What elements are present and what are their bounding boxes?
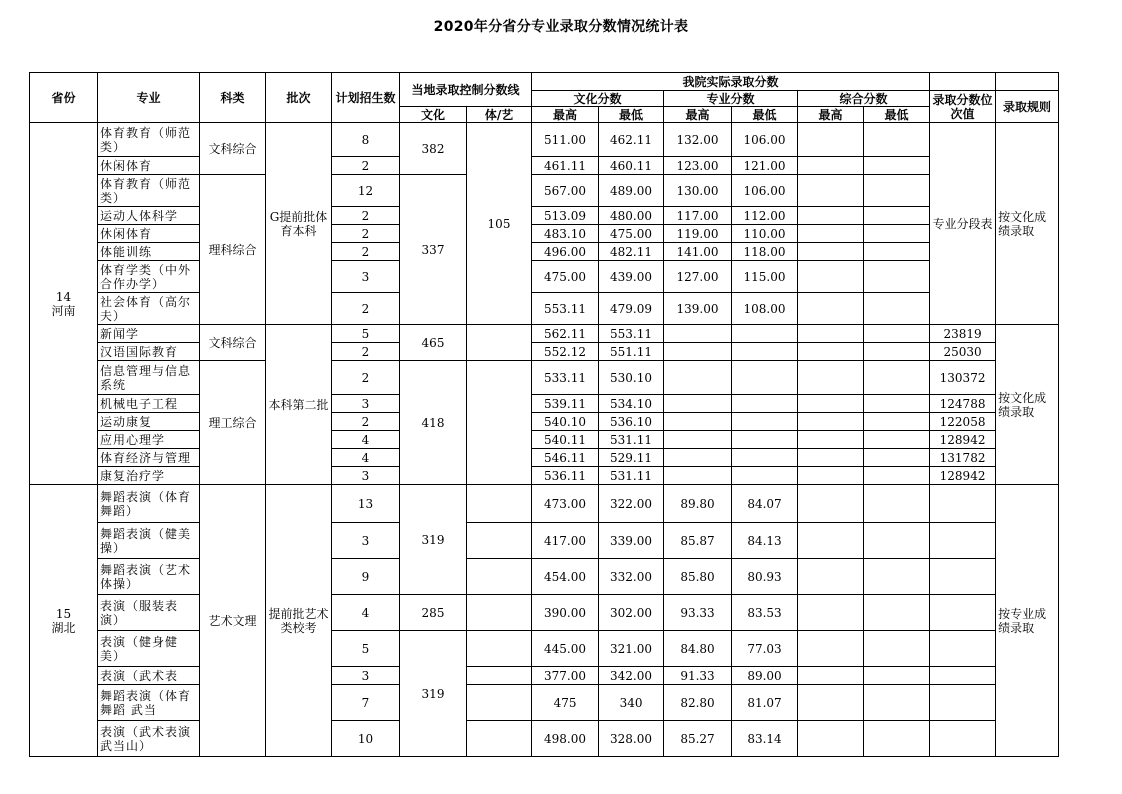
header-rule: 录取规则 xyxy=(996,91,1059,123)
culture-lowest: 439.00 xyxy=(599,261,664,293)
header-actual: 我院实际录取分数 xyxy=(532,73,930,91)
combined-highest xyxy=(798,449,864,467)
table-row xyxy=(30,225,1059,243)
combined-lowest xyxy=(864,467,930,485)
major-cell: 体育学类（中外合作办学） xyxy=(98,261,200,293)
specialty-highest xyxy=(664,325,732,343)
specialty-highest: 127.00 xyxy=(664,261,732,293)
table-row xyxy=(30,343,1059,361)
category-cell: 理工综合 xyxy=(200,361,266,485)
header-combined-highest: 最高 xyxy=(798,107,864,123)
table-row xyxy=(30,667,1059,685)
page-title: 2020年分省分专业录取分数情况统计表 xyxy=(433,19,689,35)
specialty-highest: 89.80 xyxy=(664,485,732,523)
culture-highest: 567.00 xyxy=(532,175,599,207)
specialty-highest: 141.00 xyxy=(664,243,732,261)
specialty-lowest xyxy=(732,343,798,361)
header-rank-top xyxy=(930,73,996,91)
combined-lowest xyxy=(864,225,930,243)
culture-lowest: 553.11 xyxy=(599,325,664,343)
local-sport-line xyxy=(467,631,532,667)
rank-cell xyxy=(930,485,996,523)
plan-cell: 2 xyxy=(332,361,400,395)
combined-highest xyxy=(798,559,864,595)
local-culture-line: 319 xyxy=(400,631,467,757)
specialty-highest: 117.00 xyxy=(664,207,732,225)
major-cell: 汉语国际教育 xyxy=(98,343,200,361)
culture-highest: 417.00 xyxy=(532,523,599,559)
combined-lowest xyxy=(864,293,930,325)
culture-highest: 377.00 xyxy=(532,667,599,685)
admission-score-table xyxy=(29,72,1059,757)
local-culture-line: 382 xyxy=(400,123,467,175)
rank-cell xyxy=(930,721,996,757)
major-cell: 舞蹈表演（艺术体操） xyxy=(98,559,200,595)
culture-lowest: 475.00 xyxy=(599,225,664,243)
plan-cell: 2 xyxy=(332,157,400,175)
specialty-lowest xyxy=(732,361,798,395)
category-cell: 文科综合 xyxy=(200,123,266,175)
header-row-1 xyxy=(30,73,1059,91)
major-cell: 舞蹈表演（体育舞蹈 武当 xyxy=(98,685,200,721)
header-specialty-lowest: 最低 xyxy=(732,107,798,123)
combined-highest xyxy=(798,413,864,431)
combined-lowest xyxy=(864,207,930,225)
table-row xyxy=(30,595,1059,631)
plan-cell: 10 xyxy=(332,721,400,757)
plan-cell: 7 xyxy=(332,685,400,721)
specialty-lowest: 84.07 xyxy=(732,485,798,523)
specialty-highest xyxy=(664,449,732,467)
culture-lowest: 530.10 xyxy=(599,361,664,395)
culture-highest: 540.11 xyxy=(532,431,599,449)
rank-cell: 专业分段表 xyxy=(930,123,996,325)
combined-lowest xyxy=(864,431,930,449)
combined-highest xyxy=(798,175,864,207)
major-cell: 表演（武术表演 武当山） xyxy=(98,721,200,757)
header-rank: 录取分数位次值 xyxy=(930,91,996,123)
specialty-lowest: 110.00 xyxy=(732,225,798,243)
combined-lowest xyxy=(864,595,930,631)
local-sport-line xyxy=(467,485,532,523)
header-local-sport: 体/艺 xyxy=(467,107,532,123)
combined-lowest xyxy=(864,325,930,343)
specialty-lowest: 89.00 xyxy=(732,667,798,685)
rank-cell xyxy=(930,667,996,685)
local-sport-line: 105 xyxy=(467,123,532,325)
combined-lowest xyxy=(864,685,930,721)
province-hubei: 15 湖北 xyxy=(30,485,98,757)
local-culture-line: 337 xyxy=(400,175,467,325)
combined-lowest xyxy=(864,631,930,667)
specialty-lowest: 84.13 xyxy=(732,523,798,559)
specialty-lowest: 112.00 xyxy=(732,207,798,225)
culture-lowest: 482.11 xyxy=(599,243,664,261)
combined-highest xyxy=(798,325,864,343)
local-sport-line xyxy=(467,595,532,631)
combined-highest xyxy=(798,721,864,757)
culture-highest: 498.00 xyxy=(532,721,599,757)
table-row xyxy=(30,431,1059,449)
combined-highest xyxy=(798,343,864,361)
culture-lowest: 342.00 xyxy=(599,667,664,685)
combined-lowest xyxy=(864,449,930,467)
specialty-highest xyxy=(664,361,732,395)
table-row xyxy=(30,395,1059,413)
rank-cell: 130372 xyxy=(930,361,996,395)
combined-highest xyxy=(798,523,864,559)
combined-highest xyxy=(798,431,864,449)
specialty-lowest xyxy=(732,431,798,449)
category-cell: 艺术文理 xyxy=(200,485,266,757)
specialty-highest xyxy=(664,413,732,431)
header-culture-highest: 最高 xyxy=(532,107,599,123)
major-cell: 表演（健身健美） xyxy=(98,631,200,667)
specialty-lowest xyxy=(732,413,798,431)
table-row xyxy=(30,559,1059,595)
culture-highest: 513.09 xyxy=(532,207,599,225)
plan-cell: 2 xyxy=(332,243,400,261)
culture-lowest: 460.11 xyxy=(599,157,664,175)
plan-cell: 3 xyxy=(332,395,400,413)
combined-highest xyxy=(798,395,864,413)
specialty-lowest: 106.00 xyxy=(732,123,798,157)
header-specialty-highest: 最高 xyxy=(664,107,732,123)
combined-lowest xyxy=(864,157,930,175)
specialty-highest xyxy=(664,343,732,361)
plan-cell: 5 xyxy=(332,325,400,343)
combined-highest xyxy=(798,157,864,175)
combined-lowest xyxy=(864,361,930,395)
major-cell: 体育教育（师范类） xyxy=(98,123,200,157)
rank-cell xyxy=(930,685,996,721)
culture-lowest: 529.11 xyxy=(599,449,664,467)
culture-highest: 533.11 xyxy=(532,361,599,395)
specialty-highest xyxy=(664,395,732,413)
table-row xyxy=(30,361,1059,395)
culture-highest: 546.11 xyxy=(532,449,599,467)
plan-cell: 3 xyxy=(332,523,400,559)
local-culture-line: 285 xyxy=(400,595,467,631)
category-cell: 理科综合 xyxy=(200,175,266,325)
culture-lowest: 531.11 xyxy=(599,467,664,485)
combined-lowest xyxy=(864,395,930,413)
culture-lowest: 332.00 xyxy=(599,559,664,595)
major-cell: 运动人体科学 xyxy=(98,207,200,225)
combined-lowest xyxy=(864,667,930,685)
specialty-lowest: 106.00 xyxy=(732,175,798,207)
combined-highest xyxy=(798,123,864,157)
combined-highest xyxy=(798,667,864,685)
combined-lowest xyxy=(864,175,930,207)
header-major: 专业 xyxy=(98,73,200,123)
specialty-highest: 85.27 xyxy=(664,721,732,757)
combined-lowest xyxy=(864,413,930,431)
specialty-lowest: 81.07 xyxy=(732,685,798,721)
header-rule-top xyxy=(996,73,1059,91)
specialty-highest: 119.00 xyxy=(664,225,732,243)
local-culture-line: 418 xyxy=(400,361,467,485)
combined-lowest xyxy=(864,261,930,293)
header-combined-score: 综合分数 xyxy=(798,91,930,107)
major-cell: 休闲体育 xyxy=(98,225,200,243)
culture-lowest: 479.09 xyxy=(599,293,664,325)
table-row xyxy=(30,123,1059,157)
culture-highest: 553.11 xyxy=(532,293,599,325)
specialty-highest: 139.00 xyxy=(664,293,732,325)
header-batch: 批次 xyxy=(266,73,332,123)
culture-lowest: 531.11 xyxy=(599,431,664,449)
culture-highest: 539.11 xyxy=(532,395,599,413)
specialty-lowest: 118.00 xyxy=(732,243,798,261)
rule-cell: 按文化成绩录取 xyxy=(996,123,1059,325)
plan-cell: 2 xyxy=(332,293,400,325)
major-cell: 表演（武术表 xyxy=(98,667,200,685)
specialty-highest: 85.80 xyxy=(664,559,732,595)
plan-cell: 13 xyxy=(332,485,400,523)
culture-highest: 454.00 xyxy=(532,559,599,595)
local-culture-line: 465 xyxy=(400,325,467,361)
plan-cell: 2 xyxy=(332,207,400,225)
local-sport-line xyxy=(467,685,532,721)
plan-cell: 2 xyxy=(332,343,400,361)
header-culture-score: 文化分数 xyxy=(532,91,664,107)
major-cell: 应用心理学 xyxy=(98,431,200,449)
culture-lowest: 489.00 xyxy=(599,175,664,207)
combined-highest xyxy=(798,361,864,395)
plan-cell: 3 xyxy=(332,261,400,293)
culture-lowest: 339.00 xyxy=(599,523,664,559)
header-category: 科类 xyxy=(200,73,266,123)
local-sport-line xyxy=(467,361,532,485)
table-row xyxy=(30,261,1059,293)
culture-lowest: 302.00 xyxy=(599,595,664,631)
culture-highest: 461.11 xyxy=(532,157,599,175)
culture-highest: 390.00 xyxy=(532,595,599,631)
culture-lowest: 340 xyxy=(599,685,664,721)
culture-highest: 540.10 xyxy=(532,413,599,431)
culture-lowest: 536.10 xyxy=(599,413,664,431)
specialty-lowest: 80.93 xyxy=(732,559,798,595)
plan-cell: 3 xyxy=(332,467,400,485)
local-sport-line xyxy=(467,721,532,757)
plan-cell: 4 xyxy=(332,449,400,467)
major-cell: 康复治疗学 xyxy=(98,467,200,485)
major-cell: 休闲体育 xyxy=(98,157,200,175)
specialty-lowest: 108.00 xyxy=(732,293,798,325)
culture-highest: 483.10 xyxy=(532,225,599,243)
rank-cell xyxy=(930,631,996,667)
rank-cell: 124788 xyxy=(930,395,996,413)
specialty-highest: 123.00 xyxy=(664,157,732,175)
specialty-lowest xyxy=(732,467,798,485)
specialty-highest: 84.80 xyxy=(664,631,732,667)
category-cell: 文科综合 xyxy=(200,325,266,361)
specialty-lowest: 121.00 xyxy=(732,157,798,175)
local-sport-line xyxy=(467,559,532,595)
combined-highest xyxy=(798,467,864,485)
rank-cell: 128942 xyxy=(930,467,996,485)
table-row xyxy=(30,175,1059,207)
combined-lowest xyxy=(864,123,930,157)
combined-highest xyxy=(798,685,864,721)
combined-lowest xyxy=(864,243,930,261)
combined-highest xyxy=(798,293,864,325)
batch-cell: 提前批艺术类校考 xyxy=(266,485,332,757)
major-cell: 信息管理与信息系统 xyxy=(98,361,200,395)
combined-highest xyxy=(798,207,864,225)
rule-cell: 按专业成绩录取 xyxy=(996,485,1059,757)
plan-cell: 8 xyxy=(332,123,400,157)
table-row xyxy=(30,467,1059,485)
header-culture-lowest: 最低 xyxy=(599,107,664,123)
specialty-highest xyxy=(664,431,732,449)
header-combined-lowest: 最低 xyxy=(864,107,930,123)
culture-highest: 552.12 xyxy=(532,343,599,361)
specialty-lowest: 83.53 xyxy=(732,595,798,631)
culture-lowest: 480.00 xyxy=(599,207,664,225)
major-cell: 舞蹈表演（体育舞蹈） xyxy=(98,485,200,523)
major-cell: 体育教育（师范类） xyxy=(98,175,200,207)
rank-cell: 131782 xyxy=(930,449,996,467)
plan-cell: 12 xyxy=(332,175,400,207)
rank-cell xyxy=(930,523,996,559)
culture-lowest: 328.00 xyxy=(599,721,664,757)
combined-lowest xyxy=(864,559,930,595)
table-row xyxy=(30,293,1059,325)
culture-lowest: 322.00 xyxy=(599,485,664,523)
combined-highest xyxy=(798,595,864,631)
plan-cell: 9 xyxy=(332,559,400,595)
culture-highest: 473.00 xyxy=(532,485,599,523)
specialty-lowest: 115.00 xyxy=(732,261,798,293)
major-cell: 机械电子工程 xyxy=(98,395,200,413)
culture-lowest: 534.10 xyxy=(599,395,664,413)
rank-cell: 122058 xyxy=(930,413,996,431)
local-sport-line xyxy=(467,325,532,361)
header-local-line: 当地录取控制分数线 xyxy=(400,73,532,107)
province-henan: 14 河南 xyxy=(30,123,98,485)
plan-cell: 2 xyxy=(332,225,400,243)
specialty-lowest xyxy=(732,395,798,413)
combined-lowest xyxy=(864,485,930,523)
major-cell: 运动康复 xyxy=(98,413,200,431)
header-plan: 计划招生数 xyxy=(332,73,400,123)
combined-highest xyxy=(798,631,864,667)
table-row xyxy=(30,685,1059,721)
specialty-highest: 93.33 xyxy=(664,595,732,631)
culture-highest: 536.11 xyxy=(532,467,599,485)
table-row xyxy=(30,157,1059,175)
batch-cell: G提前批体育本科 xyxy=(266,123,332,325)
plan-cell: 4 xyxy=(332,595,400,631)
local-culture-line: 319 xyxy=(400,485,467,595)
header-specialty-score: 专业分数 xyxy=(664,91,798,107)
major-cell: 新闻学 xyxy=(98,325,200,343)
table-row xyxy=(30,485,1059,523)
combined-highest xyxy=(798,243,864,261)
table-row xyxy=(30,721,1059,757)
major-cell: 社会体育（高尔夫） xyxy=(98,293,200,325)
culture-highest: 475.00 xyxy=(532,261,599,293)
culture-highest: 562.11 xyxy=(532,325,599,343)
table-row xyxy=(30,449,1059,467)
rule-cell: 按文化成绩录取 xyxy=(996,325,1059,485)
combined-lowest xyxy=(864,343,930,361)
specialty-lowest: 83.14 xyxy=(732,721,798,757)
specialty-lowest xyxy=(732,325,798,343)
rank-cell xyxy=(930,595,996,631)
specialty-highest: 82.80 xyxy=(664,685,732,721)
specialty-highest: 85.87 xyxy=(664,523,732,559)
combined-highest xyxy=(798,485,864,523)
major-cell: 表演（服装表演） xyxy=(98,595,200,631)
plan-cell: 3 xyxy=(332,667,400,685)
plan-cell: 2 xyxy=(332,413,400,431)
specialty-highest: 91.33 xyxy=(664,667,732,685)
rank-cell: 128942 xyxy=(930,431,996,449)
local-sport-line xyxy=(467,523,532,559)
culture-lowest: 321.00 xyxy=(599,631,664,667)
batch-cell: 本科第二批 xyxy=(266,325,332,485)
specialty-lowest: 77.03 xyxy=(732,631,798,667)
specialty-lowest xyxy=(732,449,798,467)
table-row xyxy=(30,631,1059,667)
table-row xyxy=(30,413,1059,431)
header-province: 省份 xyxy=(30,73,98,123)
culture-lowest: 551.11 xyxy=(599,343,664,361)
rank-cell: 25030 xyxy=(930,343,996,361)
specialty-highest: 130.00 xyxy=(664,175,732,207)
combined-lowest xyxy=(864,523,930,559)
rank-cell: 23819 xyxy=(930,325,996,343)
combined-highest xyxy=(798,261,864,293)
culture-highest: 475 xyxy=(532,685,599,721)
major-cell: 舞蹈表演（健美操） xyxy=(98,523,200,559)
major-cell: 体育经济与管理 xyxy=(98,449,200,467)
table-row xyxy=(30,523,1059,559)
rank-cell xyxy=(930,559,996,595)
combined-lowest xyxy=(864,721,930,757)
table-row xyxy=(30,243,1059,261)
plan-cell: 4 xyxy=(332,431,400,449)
culture-highest: 496.00 xyxy=(532,243,599,261)
culture-lowest: 462.11 xyxy=(599,123,664,157)
culture-highest: 445.00 xyxy=(532,631,599,667)
culture-highest: 511.00 xyxy=(532,123,599,157)
local-sport-line xyxy=(467,667,532,685)
plan-cell: 5 xyxy=(332,631,400,667)
combined-highest xyxy=(798,225,864,243)
major-cell: 体能训练 xyxy=(98,243,200,261)
table-row xyxy=(30,207,1059,225)
specialty-highest: 132.00 xyxy=(664,123,732,157)
table-row xyxy=(30,325,1059,343)
header-local-culture: 文化 xyxy=(400,107,467,123)
specialty-highest xyxy=(664,467,732,485)
